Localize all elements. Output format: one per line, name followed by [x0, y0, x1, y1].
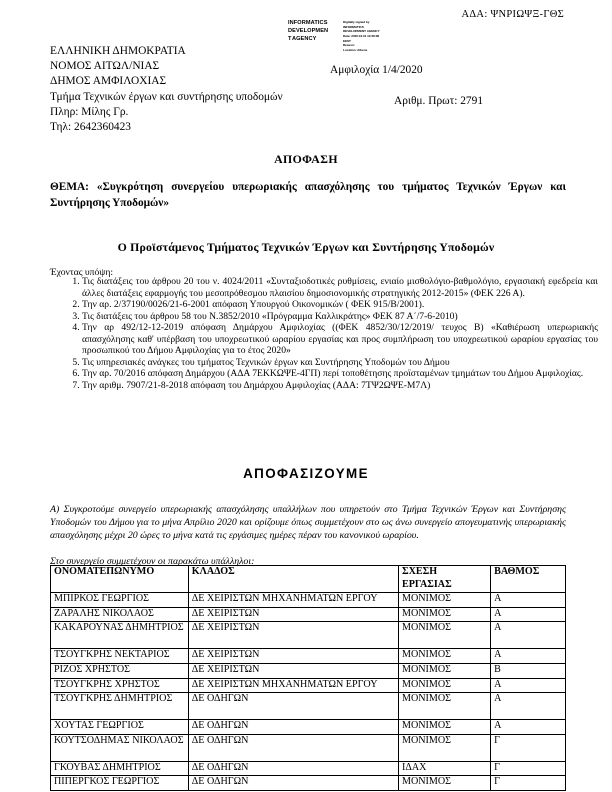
- digital-signature-stamp: [288, 20, 405, 52]
- cell-relation: ΜΟΝΙΜΟΣ: [398, 663, 490, 678]
- cell-name: ΖΑΡΑΛΗΣ ΝΙΚΟΛΑΟΣ: [51, 607, 189, 622]
- signature-detail-line-1: Digitally signed by: [343, 20, 370, 24]
- legal-grounds-list: [50, 276, 598, 391]
- cell-branch: ΔΕ ΧΕΙΡΙΣΤΩΝ: [188, 622, 398, 649]
- cell-grade: Α: [491, 649, 566, 664]
- protocol-number: Αριθμ. Πρωτ: 2791: [394, 95, 484, 108]
- cell-name: ΤΣΟΥΓΚΡΗΣ ΔΗΜΗΤΡΙΟΣ: [51, 693, 189, 720]
- personnel-table: [50, 565, 566, 791]
- table-row: [51, 663, 566, 678]
- signature-detail-line-7: Location: Athens: [343, 47, 368, 52]
- ada-reference: ΑΔΑ: ΨΝΡΙΩΨΞ-ΓΘΣ: [461, 9, 564, 20]
- cell-relation: ΙΔΑΧ: [398, 761, 490, 776]
- we-decide-heading: ΑΠΟΦΑΣΙΖΟΥΜΕ: [243, 466, 369, 481]
- authority-municipality: ΔΗΜΟΣ ΑΜΦΙΛΟΧΙΑΣ: [50, 75, 167, 88]
- signature-detail-line-3: DEVELOPMENT AGENCY: [343, 29, 380, 34]
- subject-label: ΘΕΜΑ:: [50, 181, 89, 193]
- cell-grade: Α: [491, 693, 566, 720]
- whereas-label: Έχοντας υπόψη:: [50, 267, 113, 278]
- table-header-row: [51, 566, 566, 593]
- cell-branch: ΔΕ ΟΔΗΓΩΝ: [188, 734, 398, 761]
- authority-country: ΕΛΛΗΝΙΚΗ ΔΗΜΟΚΡΑΤΙΑ: [50, 45, 186, 57]
- decision-paragraph-a: Α) Συγκροτούμε συνεργείο υπερωριακής απασχόλησης υπαλλήλων που υπηρετούν στο Τμήμα Τεχνικών Έργων και Συντήρησης Υποδομών του Δήμου για το μήνα Απρίλιο 2020 και ορίζουμε όπως συμμετέχουν στο ως άνω συνεργείο απογευματινής υπερωριακής απασχόλησης μέχρι 20 ώρες το μήνα κατά τις εργάσιμες ημέρες πέραν του κανονικού ωραρίου.: [50, 504, 566, 542]
- cell-relation: ΜΟΝΙΜΟΣ: [398, 622, 490, 649]
- signature-details: [343, 20, 405, 52]
- table-row: [51, 734, 566, 761]
- cell-branch: ΔΕ ΟΔΗΓΩΝ: [188, 720, 398, 735]
- cell-name: ΡΙΖΟΣ ΧΡΗΣΤΟΣ: [51, 663, 189, 678]
- signature-detail-line-4: Date: 2020.04.01 12:38:38: [343, 33, 380, 38]
- table-row: [51, 693, 566, 720]
- table-row: [51, 720, 566, 735]
- cell-branch: ΔΕ ΧΕΙΡΙΣΤΩΝ: [188, 649, 398, 664]
- column-header-grade: ΒΑΘΜΟΣ: [491, 566, 566, 593]
- cell-relation: ΜΟΝΙΜΟΣ: [398, 607, 490, 622]
- authority-phone: Τηλ: 2642360423: [50, 121, 131, 134]
- cell-grade: Α: [491, 593, 566, 608]
- signature-detail-line-5: EEST: [343, 38, 351, 43]
- place-and-date: Αμφιλοχία 1/4/2020: [330, 64, 423, 76]
- cell-name: ΤΣΟΥΓΚΡΗΣ ΧΡΗΣΤΟΣ: [51, 678, 189, 693]
- cell-grade: Γ: [491, 734, 566, 761]
- signature-detail-line-6: Reason:: [343, 43, 355, 48]
- cell-relation: ΜΟΝΙΜΟΣ: [398, 720, 490, 735]
- cell-relation: ΜΟΝΙΜΟΣ: [398, 734, 490, 761]
- column-header-name: ΟΝΟΜΑΤΕΠΩΝΥΜΟ: [51, 566, 189, 593]
- list-item: 5. Τις υπηρεσιακές ανάγκες του τμήματος Τεχνικών έργων και Συντήρησης Υποδομών του Δήμου: [82, 357, 598, 369]
- column-header-branch: ΚΛΑΔΟΣ: [188, 566, 398, 593]
- cell-grade: Α: [491, 622, 566, 649]
- cell-branch: ΔΕ ΧΕΙΡΙΣΤΩΝ ΜΗΧΑΝΗΜΑΤΩΝ ΕΡΓΟΥ: [188, 678, 398, 693]
- list-item: 7. Την αριθμ. 7907/21-8-2018 απόφαση του Δημάρχου Αμφιλοχίας (ΑΔΑ: 7ΤΨ2ΩΨΕ-Μ7Λ): [82, 380, 598, 392]
- cell-branch: ΔΕ ΧΕΙΡΙΣΤΩΝ ΜΗΧΑΝΗΜΑΤΩΝ ΕΡΓΟΥ: [188, 593, 398, 608]
- cell-relation: ΜΟΝΙΜΟΣ: [398, 678, 490, 693]
- table-row: [51, 593, 566, 608]
- list-item: 4. Την αρ 492/12-12-2019 απόφαση Δημάρχου Αμφιλοχίας ((ΦΕΚ 4852/30/12/2019/ τευχος Β) «Καθιέρωση υπερωριακής απασχόλησης καθ' υπέρβαση του υποχρεωτικού ωραρίου εργασίας και προς συμπλήρωση του υποχρεωτικού ωραρίου εργασίας του προσωπικού του Δήμου Αμφιλοχίας για το έτος 2020»: [82, 322, 598, 357]
- issuing-authority-block: [50, 44, 283, 135]
- signature-agency-name: [288, 20, 340, 44]
- decision-title: ΑΠΟΦΑΣΗ: [274, 152, 338, 166]
- cell-name: ΚΑΚΑΡΟΥΝΑΣ ΔΗΜΗΤΡΙΟΣ: [51, 622, 189, 649]
- list-item: 6. Την αρ. 70/2016 απόφαση Δημάρχου (ΑΔΑ 7ΕΚΚΩΨΕ-4ΓΠ) περί τοποθέτησης προϊσταμένων τμημάτων του Δήμου Αμφιλοχίας.: [82, 368, 598, 380]
- column-header-relation: ΣΧΕΣΗ ΕΡΓΑΣΙΑΣ: [398, 566, 490, 593]
- cell-name: ΓΚΟΥΒΑΣ ΔΗΜΗΤΡΙΟΣ: [51, 761, 189, 776]
- table-row: [51, 678, 566, 693]
- list-item: 1. Τις διατάξεις του άρθρου 20 του ν. 4024/2011 «Συνταξιοδοτικές ρυθμίσεις, ενιαίο μισθολόγιο-βαθμολόγιο, εργασιακή εφεδρεία και άλλες διατάξεις εφαρμογής του μεσοπρόθεσμου πλαισίου δημοσιονομικής στρατηγικής 2012-2015» (ΦΕΚ 226 Α).: [82, 276, 598, 299]
- cell-name: ΜΠΙΡΚΟΣ ΓΕΩΡΓΙΟΣ: [51, 593, 189, 608]
- cell-grade: Α: [491, 607, 566, 622]
- authority-contact-person: Πληρ: Μίλης Γρ.: [50, 105, 129, 118]
- table-row: [51, 649, 566, 664]
- signature-detail-line-2: INFORMATICS: [343, 24, 364, 29]
- cell-relation: ΜΟΝΙΜΟΣ: [398, 776, 490, 791]
- cell-branch: ΔΕ ΟΔΗΓΩΝ: [188, 761, 398, 776]
- cell-grade: Β: [491, 663, 566, 678]
- signature-agency-line-3: T AGENCY: [288, 35, 317, 42]
- subject-text: «Συγκρότηση συνεργείου υπερωριακής απασχόλησης του τμήματος Τεχνικών Έργων και Συντήρησης Υποδομών»: [50, 181, 566, 209]
- cell-branch: ΔΕ ΟΔΗΓΩΝ: [188, 693, 398, 720]
- cell-relation: ΜΟΝΙΜΟΣ: [398, 649, 490, 664]
- cell-branch: ΔΕ ΧΕΙΡΙΣΤΩΝ: [188, 607, 398, 622]
- decision-paragraph-b: Στο συνεργείο συμμετέχουν οι παρακάτω υπάλληλοι:: [50, 556, 255, 567]
- table-row: [51, 607, 566, 622]
- cell-branch: ΔΕ ΧΕΙΡΙΣΤΩΝ: [188, 663, 398, 678]
- list-item: 3. Τις διατάξεις του άρθρου 58 του Ν.3852/2010 «Πρόγραμμα Καλλικράτης» ΦΕΚ 87 Α΄/7-6-2010): [82, 311, 598, 323]
- cell-name: ΧΟΥΤΑΣ ΓΕΩΡΓΙΟΣ: [51, 720, 189, 735]
- cell-grade: Γ: [491, 761, 566, 776]
- cell-name: ΚΟΥΤΣΟΔΗΜΑΣ ΝΙΚΟΛΑΟΣ: [51, 734, 189, 761]
- list-item: 2. Την αρ. 2/37190/0026/21-6-2001 απόφαση Υπουργού Οικονομικών ( ΦΕΚ 915/Β/2001).: [82, 299, 598, 311]
- document-reference-block: [330, 63, 483, 109]
- cell-relation: ΜΟΝΙΜΟΣ: [398, 593, 490, 608]
- subject-line: [50, 180, 566, 211]
- authority-department: Τμήμα Τεχνικών έργων και συντήρησης υποδομών: [50, 90, 283, 103]
- deciding-authority-title: Ο Προϊστάμενος Τμήματος Τεχνικών Έργων και Συντήρησης Υποδομών: [117, 240, 495, 254]
- cell-relation: ΜΟΝΙΜΟΣ: [398, 693, 490, 720]
- signature-agency-line-2: DEVELOPMEN: [288, 27, 329, 34]
- cell-branch: ΔΕ ΟΔΗΓΩΝ: [188, 776, 398, 791]
- cell-grade: Α: [491, 720, 566, 735]
- cell-name: ΤΣΟΥΓΚΡΗΣ ΝΕΚΤΑΡΙΟΣ: [51, 649, 189, 664]
- cell-name: ΠΙΠΕΡΓΚΟΣ ΓΕΩΡΓΙΟΣ: [51, 776, 189, 791]
- cell-grade: Γ: [491, 776, 566, 791]
- table-row: [51, 761, 566, 776]
- table-row: [51, 776, 566, 791]
- cell-grade: Α: [491, 678, 566, 693]
- signature-agency-line-1: INFORMATICS: [288, 20, 328, 26]
- table-row: [51, 622, 566, 649]
- authority-prefecture: ΝΟΜΟΣ ΑΙΤΩΛ/ΝΙΑΣ: [50, 60, 160, 73]
